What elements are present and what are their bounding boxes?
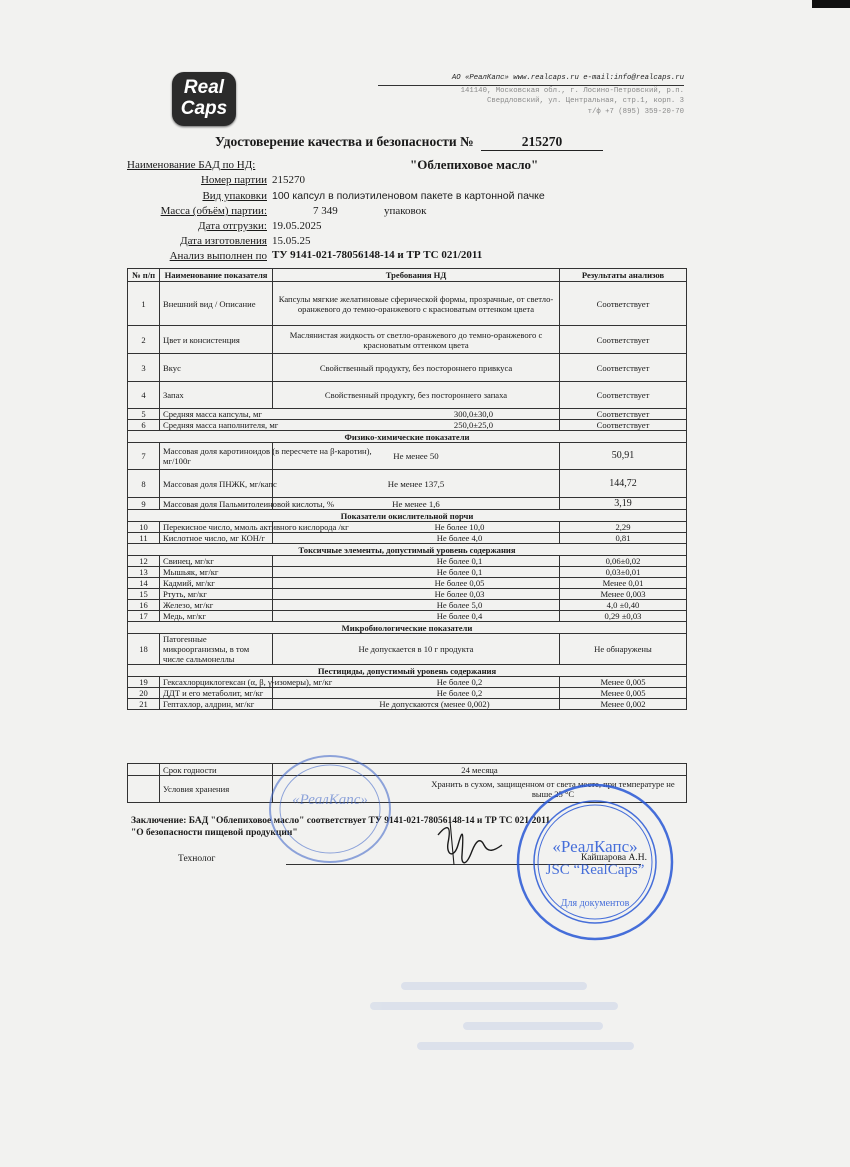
table-row <box>128 382 687 409</box>
name-label: Наименование БАД по НД: <box>127 159 256 171</box>
row-name: Гексахлорциклогексан (α, β, γ-изомеры), мг/кг <box>160 677 273 688</box>
row-req: Не более 0,1 <box>273 567 560 578</box>
row-req: Маслянистая жидкость от светло-оранжевого до темно-оранжевого с красноватым оттенком цвета <box>273 326 560 354</box>
row-res: Менее 0,005 <box>560 688 687 699</box>
technologist-label: Технолог <box>178 854 216 864</box>
row-name: Вкус <box>160 354 273 382</box>
table-row <box>128 470 687 498</box>
row-req: Не более 0,1 <box>273 556 560 567</box>
row-name: ДДТ и его метаболит, мг/кг <box>160 688 273 699</box>
table-row <box>128 567 687 578</box>
table-row <box>128 699 687 710</box>
section-header-micro <box>128 622 687 634</box>
storage-label: Условия хранения <box>160 776 273 803</box>
header-num: № п/п <box>128 269 160 282</box>
row-req: Не менее 50 <box>273 443 560 470</box>
empty-cell <box>128 776 160 803</box>
row-res: 144,72 <box>560 470 687 498</box>
row-num: 3 <box>128 354 160 382</box>
row-name: Внешний вид / Описание <box>160 282 273 326</box>
header-req: Требования НД <box>273 269 560 282</box>
row-req: Не более 0,4 <box>273 611 560 622</box>
storage-value: Хранить в сухом, защищенном от света месте, при температуре не выше 25 °С <box>273 776 687 803</box>
company-line1: АО «РеалКапс» www.realcaps.ru e-mail:info@realcaps.ru <box>378 73 684 86</box>
certificate-number: 215270 <box>481 134 603 151</box>
realcaps-logo <box>172 72 236 126</box>
row-name-text: Массовая доля каротиноидов (в пересчете на β-каротин), мг/100г <box>163 446 372 466</box>
seal-top-text: «РеалКапс» <box>552 837 638 856</box>
table-row <box>128 611 687 622</box>
analysis-label: Анализ выполнен по <box>169 250 267 262</box>
row-name <box>160 409 560 420</box>
row-num: 6 <box>128 420 160 431</box>
row-req: Капсулы мягкие желатиновые сферической формы, прозрачные, от светло-оранжевого до темно-оранжевого с красноватым оттенком цвета <box>273 282 560 326</box>
row-res: Не обнаружены <box>560 634 687 665</box>
row-name: Медь, мг/кг <box>160 611 273 622</box>
table-row <box>128 498 687 510</box>
row-res: Соответствует <box>560 282 687 326</box>
table-row <box>128 354 687 382</box>
row-res: 0,81 <box>560 533 687 544</box>
row-res: 0,06±0,02 <box>560 556 687 567</box>
row-res: Менее 0,01 <box>560 578 687 589</box>
company-stamp-faded <box>266 752 394 866</box>
row-name-text: Перекисное число, ммоль активного кислорода /кг <box>163 522 349 532</box>
row-req: Не более 0,05 <box>273 578 560 589</box>
document-title <box>215 134 603 151</box>
section-title: Токсичные элементы, допустимый уровень содержания <box>128 544 687 556</box>
row-res: 0,03±0,01 <box>560 567 687 578</box>
row-num: 17 <box>128 611 160 622</box>
row-name: Свинец, мг/кг <box>160 556 273 567</box>
row-name: Патогенные микроорганизмы, в том числе сальмонеллы <box>160 634 273 665</box>
section-title: Микробиологические показатели <box>128 622 687 634</box>
table-row <box>128 556 687 567</box>
table-row <box>128 443 687 470</box>
row-name <box>160 522 349 533</box>
ship-value: 19.05.2025 <box>272 220 322 232</box>
table-row <box>128 409 687 420</box>
company-line3: Свердловский, ул. Центральная, стр.1, корп. 3 <box>486 97 684 105</box>
conclusion-line2: "О безопасности пищевой продукции" <box>131 828 298 838</box>
seal-mid-text: JSC “RealCaps” <box>545 862 645 878</box>
shelf-label: Срок годности <box>160 764 273 776</box>
row-req: 250,0±25,0 <box>453 420 493 430</box>
mass-unit: упаковок <box>384 205 427 217</box>
empty-cell <box>128 764 160 776</box>
row-num: 7 <box>128 443 160 470</box>
row-name: Ртуть, мг/кг <box>160 589 273 600</box>
row-num: 16 <box>128 600 160 611</box>
company-line2: 141140, Московская обл., г. Лосино-Петровский, р.п. <box>460 86 684 95</box>
handwritten-signature <box>428 815 508 873</box>
logo-text: Real Caps <box>180 77 228 119</box>
section-header-oxidation <box>128 510 687 522</box>
header-name: Наименование показателя <box>160 269 273 282</box>
technologist-name: Кайшарова А.Н. <box>581 853 647 863</box>
product-name: "Облепиховое масло" <box>410 157 539 172</box>
row-name-text: Массовая доля Пальмитолеиновой кислоты, % <box>163 498 335 509</box>
row-res: Менее 0,003 <box>560 589 687 600</box>
row-name-text: Средняя масса наполнителя, мг <box>163 420 279 430</box>
section-title: Показатели окислительной порчи <box>128 510 687 522</box>
row-num: 11 <box>128 533 160 544</box>
row-name-text: Массовая доля ПНЖК, мг/капс <box>163 478 277 489</box>
row-req: Не менее 1,6 <box>273 498 560 510</box>
row-req: 300,0±30,0 <box>453 409 493 419</box>
row-res: Соответствует <box>560 354 687 382</box>
company-line4: т/ф +7 (895) 359-20-70 <box>587 107 684 116</box>
analysis-table <box>127 268 687 710</box>
row-res: Менее 0,002 <box>560 699 687 710</box>
table-row <box>128 326 687 354</box>
row-num: 12 <box>128 556 160 567</box>
row-req: Не более 4,0 <box>273 533 560 544</box>
row-res: 2,29 <box>560 522 687 533</box>
ship-label: Дата отгрузки: <box>198 220 267 232</box>
table-row <box>128 522 687 533</box>
row-req: Не менее 137,5 <box>273 470 560 498</box>
company-header <box>378 73 684 117</box>
row-num: 19 <box>128 677 160 688</box>
row-res: 4,0 ±0,40 <box>560 600 687 611</box>
scan-edge-mark <box>812 0 850 8</box>
section-header-pesticides <box>128 665 687 677</box>
row-name <box>160 420 560 431</box>
seal-bottom-text: Для документов <box>560 898 630 909</box>
row-req: Свойственный продукту, без постороннего запаха <box>273 382 560 409</box>
table-row <box>128 282 687 326</box>
row-num: 15 <box>128 589 160 600</box>
section-header-toxic <box>128 544 687 556</box>
made-label: Дата изготовления <box>180 235 267 247</box>
pack-value: 100 капсул в полиэтиленовом пакете в картонной пачке <box>272 190 545 202</box>
conclusion-line1: Заключение: БАД "Облепиховое масло" соответствует ТУ 9141-021-78056148-14 и ТР ТС 021/2011 <box>131 816 551 826</box>
row-req: Не допускаются (менее 0,002) <box>273 699 560 710</box>
row-req: Не более 10,0 <box>273 522 560 533</box>
row-res: Менее 0,005 <box>560 677 687 688</box>
mass-label: Масса (объём) партии: <box>160 205 267 217</box>
row-name-text: Средняя масса капсулы, мг <box>163 409 262 419</box>
table-row <box>128 533 687 544</box>
pack-label: Вид упаковки <box>202 190 267 202</box>
batch-label: Номер партии <box>200 174 267 186</box>
row-name: Гептахлор, алдрин, мг/кг <box>160 699 273 710</box>
row-res: 3,19 <box>560 498 687 510</box>
row-req: Не допускается в 10 г продукта <box>273 634 560 665</box>
section-header-phys <box>128 431 687 443</box>
row-num: 20 <box>128 688 160 699</box>
row-res: Соответствует <box>560 420 687 431</box>
row-res: Соответствует <box>560 382 687 409</box>
title-text: Удостоверение качества и безопасности № <box>215 134 474 149</box>
section-title: Пестициды, допустимый уровень содержания <box>128 665 687 677</box>
row-req: Не более 0,03 <box>273 589 560 600</box>
made-value: 15.05.25 <box>272 235 311 247</box>
row-res: Соответствует <box>560 326 687 354</box>
row-num: 2 <box>128 326 160 354</box>
row-num: 21 <box>128 699 160 710</box>
row-req: Не более 0,2 <box>273 677 560 688</box>
row-num: 4 <box>128 382 160 409</box>
row-num: 13 <box>128 567 160 578</box>
company-seal <box>514 782 676 942</box>
row-name <box>160 443 372 470</box>
row-name: Запах <box>160 382 273 409</box>
shelf-value: 24 месяца <box>273 764 687 776</box>
row-num: 1 <box>128 282 160 326</box>
table-header-row <box>128 269 687 282</box>
row-req: Свойственный продукту, без постороннего привкуса <box>273 354 560 382</box>
header-res: Результаты анализов <box>560 269 687 282</box>
table-row <box>128 600 687 611</box>
bleed-through-text <box>370 970 680 1100</box>
table-row <box>128 677 687 688</box>
row-name: Кадмий, мг/кг <box>160 578 273 589</box>
stamp-small-text: «РеалКапс» <box>292 792 368 808</box>
analysis-value: ТУ 9141-021-78056148-14 и ТР ТС 021/2011 <box>272 249 483 261</box>
shelf-row <box>128 764 687 776</box>
row-num: 18 <box>128 634 160 665</box>
row-name: Кислотное число, мг КОН/г <box>160 533 273 544</box>
row-res: 0,29 ±0,03 <box>560 611 687 622</box>
row-num: 14 <box>128 578 160 589</box>
row-name: Мышьяк, мг/кг <box>160 567 273 578</box>
row-num: 8 <box>128 470 160 498</box>
row-num: 5 <box>128 409 160 420</box>
row-name: Железо, мг/кг <box>160 600 273 611</box>
row-res: Соответствует <box>560 409 687 420</box>
row-name <box>160 498 335 510</box>
table-row <box>128 688 687 699</box>
table-row <box>128 634 687 665</box>
row-name: Цвет и консистенция <box>160 326 273 354</box>
row-req: Не более 5,0 <box>273 600 560 611</box>
mass-value: 7 349 <box>313 205 338 217</box>
table-row <box>128 578 687 589</box>
row-req: Не более 0,2 <box>273 688 560 699</box>
row-res: 50,91 <box>560 443 687 470</box>
row-num: 10 <box>128 522 160 533</box>
row-name <box>160 470 277 498</box>
batch-value: 215270 <box>272 174 305 186</box>
row-num: 9 <box>128 498 160 510</box>
section-title: Физико-химические показатели <box>128 431 687 443</box>
table-row <box>128 420 687 431</box>
table-row <box>128 589 687 600</box>
